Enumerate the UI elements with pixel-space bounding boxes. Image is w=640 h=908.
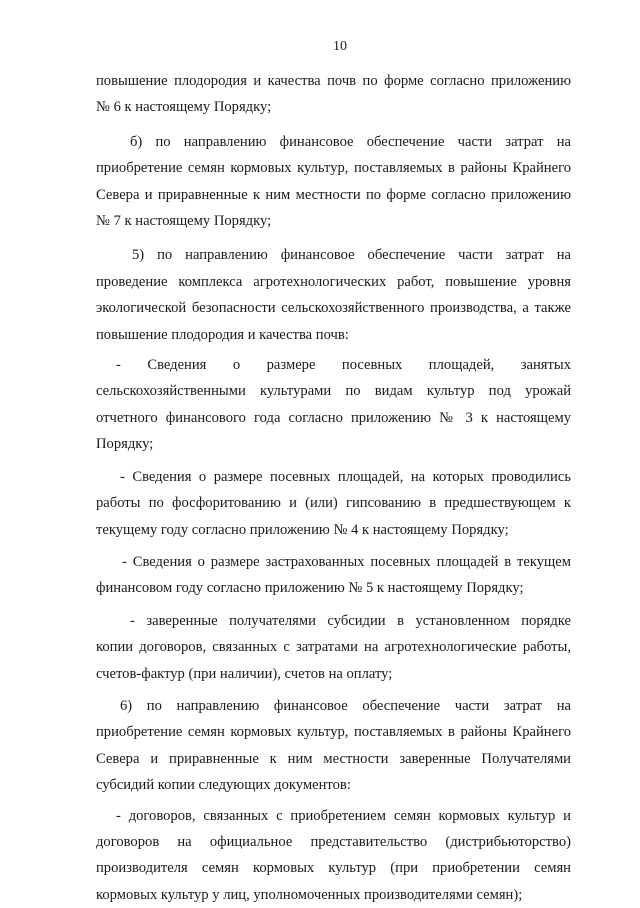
text-line: повышение плодородия и качества почв по форме согласно приложению (96, 73, 571, 89)
text-line: копии договоров, связанных с затратами на агротехнологические работы, (96, 639, 571, 656)
text-line: договоров на официальное представительство (дистрибьюторство) (96, 833, 571, 850)
paragraph (96, 68, 571, 121)
paragraph (96, 693, 571, 799)
document-body (96, 68, 571, 908)
paragraph (96, 129, 571, 235)
text-line: приобретение семян кормовых культур, поставляемых в районы Крайнего (96, 160, 571, 177)
text-line: счетов-фактур (при наличии), счетов на оплату; (96, 665, 393, 682)
text-line: отчетного финансового года согласно приложению № 3 к настоящему (96, 409, 571, 426)
text-line: проведение комплекса агротехнологических работ, повышение уровня (96, 273, 571, 290)
text-line: Порядку; (96, 436, 154, 453)
text-line: текущему году согласно приложению № 4 к настоящему Порядку; (96, 521, 509, 538)
text-line: № 7 к настоящему Порядку; (96, 213, 272, 230)
text-line: Севера и приравненные к ним местности по форме согласно приложению (96, 186, 571, 203)
text-line: приобретение семян кормовых культур, поставляемых в районы Крайнего (96, 724, 571, 741)
text-line: повышение плодородия и качества почв: (96, 326, 349, 343)
text-line: 5) по направлению финансовое обеспечение части затрат на (132, 247, 571, 264)
text-line: субсидий копии следующих документов: (96, 777, 351, 794)
paragraph (96, 464, 571, 543)
text-line: - договоров, связанных с приобретением семян кормовых культур и (116, 807, 571, 824)
text-line: б) по направлению финансовое обеспечение части затрат на (130, 133, 571, 150)
paragraph (96, 608, 571, 687)
text-line: - Сведения о размере посевных площадей, на которых проводились (120, 468, 571, 485)
text-line: - Сведения о размере посевных площадей, занятых (116, 357, 571, 374)
text-line: кормовых культур у лиц, уполномоченных производителями семян); (96, 886, 523, 903)
paragraph (96, 549, 571, 602)
text-line: № 6 к настоящему Порядку; (96, 99, 272, 116)
paragraph (96, 803, 571, 908)
text-line: финансовом году согласно приложению № 5 к настоящему Порядку; (96, 580, 524, 597)
text-line: Севера и приравненные к ним местности заверенные Получателями (96, 750, 571, 767)
page-number: 10 (333, 39, 347, 54)
paragraph (96, 242, 571, 348)
text-line: - заверенные получателями субсидии в установленном порядке (130, 612, 571, 629)
text-line: экологической безопасности сельскохозяйственного производства, а также (96, 300, 571, 317)
text-line: - Сведения о размере застрахованных посевных площадей в текущем (122, 553, 571, 570)
paragraph (96, 352, 571, 458)
text-line: производителя семян кормовых культур (при приобретении семян (96, 860, 571, 877)
text-line: 6) по направлению финансовое обеспечение части затрат на (120, 697, 571, 714)
text-line: работы по фосфоритованию и (или) гипсованию в предшествующем к (96, 495, 571, 512)
text-line: сельскохозяйственными культурами по видам культур под урожай (96, 383, 571, 400)
